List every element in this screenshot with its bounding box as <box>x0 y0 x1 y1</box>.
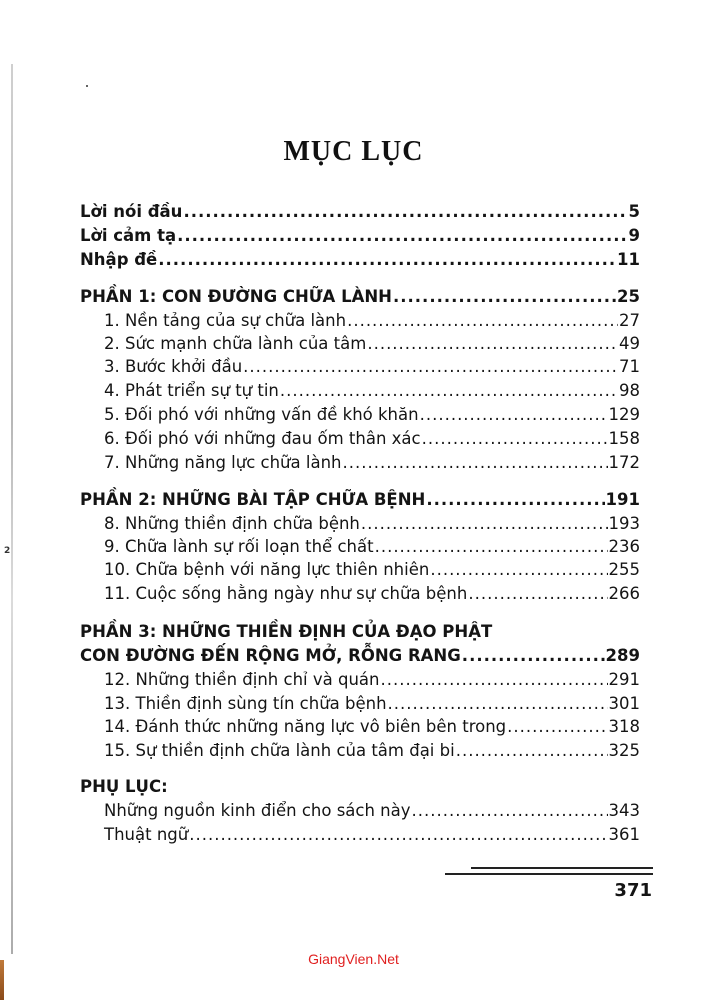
toc-part-heading[interactable] <box>80 489 640 511</box>
part-page: 289 <box>605 646 640 665</box>
chapter-label: 2. Sức mạnh chữa lành của tâm <box>104 334 367 353</box>
dot-leader <box>468 583 607 605</box>
dot-leader <box>426 489 604 511</box>
chapter-label: 14. Đánh thức những năng lực vô biên bên trong <box>104 717 507 736</box>
part-label: PHẦN 2: NHỮNG BÀI TẬP CHỮA BỆNH <box>80 490 426 509</box>
chapter-page: 361 <box>608 825 640 844</box>
chapter-label: 4. Phát triển sự tự tin <box>104 381 279 400</box>
chapter-label: 1. Nền tảng của sự chữa lành <box>104 311 347 330</box>
toc-chapter[interactable] <box>104 356 640 378</box>
toc-chapter[interactable] <box>104 824 640 846</box>
toc-entry-label: Lời nói đầu <box>80 202 183 221</box>
toc-part-heading[interactable] <box>80 286 640 308</box>
chapter-label: 7. Những năng lực chữa lành <box>104 453 342 472</box>
dot-leader <box>420 404 608 426</box>
watermark: GiangVien.Net <box>308 951 399 967</box>
chapter-label: 9. Chữa lành sự rối loạn thể chất <box>104 537 374 556</box>
toc-entry-page: 5 <box>628 202 640 221</box>
dot-leader <box>189 824 607 846</box>
toc-entry[interactable] <box>80 249 640 271</box>
chapter-page: 318 <box>608 717 640 736</box>
toc-part-heading[interactable] <box>80 645 640 667</box>
toc-entry-page: 9 <box>628 226 640 245</box>
chapter-page: 193 <box>608 514 640 533</box>
part-label: PHẦN 1: CON ĐƯỜNG CHỮA LÀNH <box>80 287 392 306</box>
chapter-page: 172 <box>608 453 640 472</box>
page-title: MỤC LỤC <box>283 136 424 167</box>
chapter-page: 236 <box>608 537 640 556</box>
dot-leader <box>393 286 616 308</box>
chapter-page: 49 <box>619 334 640 353</box>
toc-chapter[interactable] <box>104 693 640 715</box>
dot-leader <box>183 201 627 223</box>
toc-entry-label: Nhập đề <box>80 250 158 269</box>
toc-chapter[interactable] <box>104 404 640 426</box>
chapter-label: 13. Thiền định sùng tín chữa bệnh <box>104 694 387 713</box>
part-page: 191 <box>605 490 640 509</box>
toc-chapter[interactable] <box>104 716 640 738</box>
toc-chapter[interactable] <box>104 583 640 605</box>
toc-chapter[interactable] <box>104 740 640 762</box>
toc-chapter[interactable] <box>104 513 640 535</box>
page-number: 371 <box>614 880 652 901</box>
toc-chapter[interactable] <box>104 310 640 332</box>
dot-leader <box>367 333 618 355</box>
toc-chapter[interactable] <box>104 380 640 402</box>
dot-leader <box>412 800 608 822</box>
chapter-label: 3. Bước khởi đầu <box>104 357 243 376</box>
chapter-label: 15. Sự thiền định chữa lành của tâm đại bi <box>104 741 455 760</box>
chapter-label: 8. Những thiền định chữa bệnh <box>104 514 360 533</box>
dot-leader <box>361 513 608 535</box>
footer-rule-bottom <box>445 873 653 875</box>
chapter-page: 158 <box>608 429 640 448</box>
chapter-label: 10. Chữa bệnh với năng lực thiên nhiên <box>104 560 430 579</box>
chapter-page: 343 <box>608 801 640 820</box>
chapter-label: Những nguồn kinh điển cho sách này <box>104 801 411 820</box>
dot-leader <box>342 452 607 474</box>
toc-chapter[interactable] <box>104 333 640 355</box>
chapter-page: 325 <box>608 741 640 760</box>
dot-leader <box>158 249 616 271</box>
scan-speck <box>86 85 88 87</box>
toc-chapter[interactable] <box>104 452 640 474</box>
toc-entry-label: Lời cảm tạ <box>80 226 177 245</box>
chapter-page: 129 <box>608 405 640 424</box>
chapter-page: 266 <box>608 584 640 603</box>
dot-leader <box>375 536 608 558</box>
chapter-page: 291 <box>608 670 640 689</box>
dot-leader <box>380 669 607 691</box>
toc-chapter[interactable] <box>104 800 640 822</box>
dot-leader <box>462 645 605 667</box>
chapter-page: 27 <box>619 311 640 330</box>
toc-entry[interactable] <box>80 201 640 223</box>
footer-rule-top <box>471 867 653 869</box>
toc-chapter[interactable] <box>104 536 640 558</box>
dot-leader <box>177 225 627 247</box>
chapter-page: 71 <box>619 357 640 376</box>
chapter-page: 301 <box>608 694 640 713</box>
appendix-heading: PHỤ LỤC: <box>80 777 168 796</box>
toc-chapter[interactable] <box>104 669 640 691</box>
dot-leader <box>243 356 618 378</box>
dot-leader <box>388 693 608 715</box>
page-edge-shadow <box>11 64 13 954</box>
dot-leader <box>422 428 608 450</box>
chapter-label: Thuật ngữ <box>104 825 189 844</box>
dot-leader <box>507 716 607 738</box>
part-label: CON ĐƯỜNG ĐẾN RỘNG MỞ, RỖNG RANG <box>80 646 461 665</box>
dot-leader <box>430 559 607 581</box>
margin-mark: 2 <box>4 546 11 556</box>
chapter-page: 255 <box>608 560 640 579</box>
chapter-label: 11. Cuộc sống hằng ngày như sự chữa bệnh <box>104 584 468 603</box>
chapter-page: 98 <box>619 381 640 400</box>
dot-leader <box>456 740 608 762</box>
dot-leader <box>280 380 618 402</box>
dot-leader <box>347 310 618 332</box>
chapter-label: 6. Đối phó với những đau ốm thân xác <box>104 429 421 448</box>
toc-entry-page: 11 <box>617 250 640 269</box>
chapter-label: 12. Những thiền định chỉ và quán <box>104 670 380 689</box>
part-page: 25 <box>617 287 640 306</box>
toc-entry[interactable] <box>80 225 640 247</box>
part-heading-line1: PHẦN 3: NHỮNG THIỀN ĐỊNH CỦA ĐẠO PHẬT <box>80 622 493 641</box>
toc-chapter[interactable] <box>104 559 640 581</box>
toc-chapter[interactable] <box>104 428 640 450</box>
chapter-label: 5. Đối phó với những vấn đề khó khăn <box>104 405 419 424</box>
